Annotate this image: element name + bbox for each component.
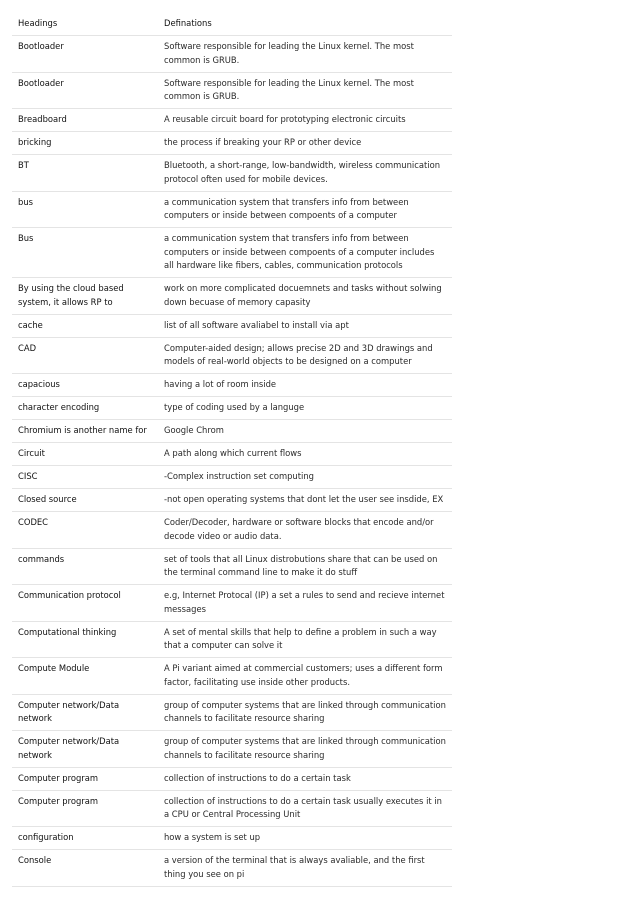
term-cell: Chromium is another name for <box>12 420 158 443</box>
term-cell: Bus <box>12 228 158 278</box>
term-cell: Communication protocol <box>12 585 158 622</box>
header-row <box>12 13 452 36</box>
glossary-table <box>12 13 452 887</box>
table-row <box>12 790 452 827</box>
definition-cell: e.g, Internet Protocal (IP) a set a rules to send and recieve internet messages <box>158 585 452 622</box>
term-cell: bricking <box>12 132 158 155</box>
definition-cell: list of all software avaliabel to install via apt <box>158 314 452 337</box>
table-row <box>12 585 452 622</box>
term-cell: Computer network/Data network <box>12 731 158 768</box>
term-cell: Computer program <box>12 767 158 790</box>
definition-cell: having a lot of room inside <box>158 374 452 397</box>
table-row <box>12 548 452 585</box>
definition-cell: -Complex instruction set computing <box>158 466 452 489</box>
term-cell: Closed source <box>12 489 158 512</box>
definition-cell: Software responsible for leading the Linux kernel. The most common is GRUB. <box>158 72 452 109</box>
table-row <box>12 278 452 315</box>
table-row <box>12 36 452 73</box>
definition-cell: Google Chrom <box>158 420 452 443</box>
term-cell: Compute Module <box>12 658 158 695</box>
definition-cell: a version of the terminal that is always avaliable, and the first thing you see on pi <box>158 850 452 887</box>
term-cell: Computer network/Data network <box>12 694 158 731</box>
definition-cell: how a system is set up <box>158 827 452 850</box>
headings-column-header: Headings <box>12 13 158 36</box>
definition-cell: set of tools that all Linux distrobutions share that can be used on the terminal command line to make it do stuff <box>158 548 452 585</box>
table-row <box>12 512 452 549</box>
table-row <box>12 374 452 397</box>
term-cell: bus <box>12 191 158 228</box>
term-cell: CISC <box>12 466 158 489</box>
table-row <box>12 621 452 658</box>
definition-cell: Software responsible for leading the Linux kernel. The most common is GRUB. <box>158 36 452 73</box>
term-cell: Computational thinking <box>12 621 158 658</box>
term-cell: configuration <box>12 827 158 850</box>
term-cell: CODEC <box>12 512 158 549</box>
definition-cell: A set of mental skills that help to define a problem in such a way that a computer can solve it <box>158 621 452 658</box>
term-cell: CAD <box>12 337 158 374</box>
table-row <box>12 731 452 768</box>
term-cell: cache <box>12 314 158 337</box>
definition-cell: -not open operating systems that dont let the user see insdide, EX <box>158 489 452 512</box>
term-cell: Console <box>12 850 158 887</box>
definition-cell: A Pi variant aimed at commercial customers; uses a different form factor, facilitating use inside other products. <box>158 658 452 695</box>
definition-cell: work on more complicated docuemnets and tasks without solwing down becuase of memory capasity <box>158 278 452 315</box>
table-row <box>12 397 452 420</box>
definition-cell: collection of instructions to do a certain task <box>158 767 452 790</box>
definition-cell: type of coding used by a languge <box>158 397 452 420</box>
table-row <box>12 337 452 374</box>
table-row <box>12 109 452 132</box>
definition-cell: collection of instructions to do a certain task usually executes it in a CPU or Central Processing Unit <box>158 790 452 827</box>
definition-cell: group of computer systems that are linked through communication channels to facilitate resource sharing <box>158 731 452 768</box>
term-cell: Computer program <box>12 790 158 827</box>
term-cell: BT <box>12 155 158 192</box>
term-cell: commands <box>12 548 158 585</box>
glossary-sheet <box>12 13 452 887</box>
table-row <box>12 466 452 489</box>
glossary-rows <box>12 36 452 887</box>
table-row <box>12 228 452 278</box>
table-row <box>12 767 452 790</box>
term-cell: Bootloader <box>12 36 158 73</box>
table-row <box>12 850 452 887</box>
term-cell: Breadboard <box>12 109 158 132</box>
term-cell: Bootloader <box>12 72 158 109</box>
definition-cell: Computer-aided design; allows precise 2D and 3D drawings and models of real-world objects to be designed on a computer <box>158 337 452 374</box>
definition-cell: Bluetooth, a short-range, low-bandwidth, wireless communication protocol often used for mobile devices. <box>158 155 452 192</box>
table-row <box>12 694 452 731</box>
definition-cell: A reusable circuit board for prototyping electronic circuits <box>158 109 452 132</box>
definition-cell: a communication system that transfers info from between computers or inside between compoents of a computer <box>158 191 452 228</box>
term-cell: By using the cloud based system, it allows RP to <box>12 278 158 315</box>
table-row <box>12 155 452 192</box>
definition-cell: the process if breaking your RP or other device <box>158 132 452 155</box>
definition-cell: group of computer systems that are linked through communication channels to facilitate resource sharing <box>158 694 452 731</box>
table-row <box>12 191 452 228</box>
table-row <box>12 827 452 850</box>
table-row <box>12 443 452 466</box>
term-cell: character encoding <box>12 397 158 420</box>
term-cell: capacious <box>12 374 158 397</box>
table-row <box>12 72 452 109</box>
table-row <box>12 420 452 443</box>
table-row <box>12 658 452 695</box>
definition-cell: Coder/Decoder, hardware or software blocks that encode and/or decode video or audio data. <box>158 512 452 549</box>
definition-cell: a communication system that transfers info from between computers or inside between compoents of a computer includes all hardware like fibers, cables, communication protocols <box>158 228 452 278</box>
table-row <box>12 132 452 155</box>
table-row <box>12 314 452 337</box>
table-row <box>12 489 452 512</box>
definitions-column-header: Definations <box>158 13 452 36</box>
term-cell: Circuit <box>12 443 158 466</box>
definition-cell: A path along which current flows <box>158 443 452 466</box>
